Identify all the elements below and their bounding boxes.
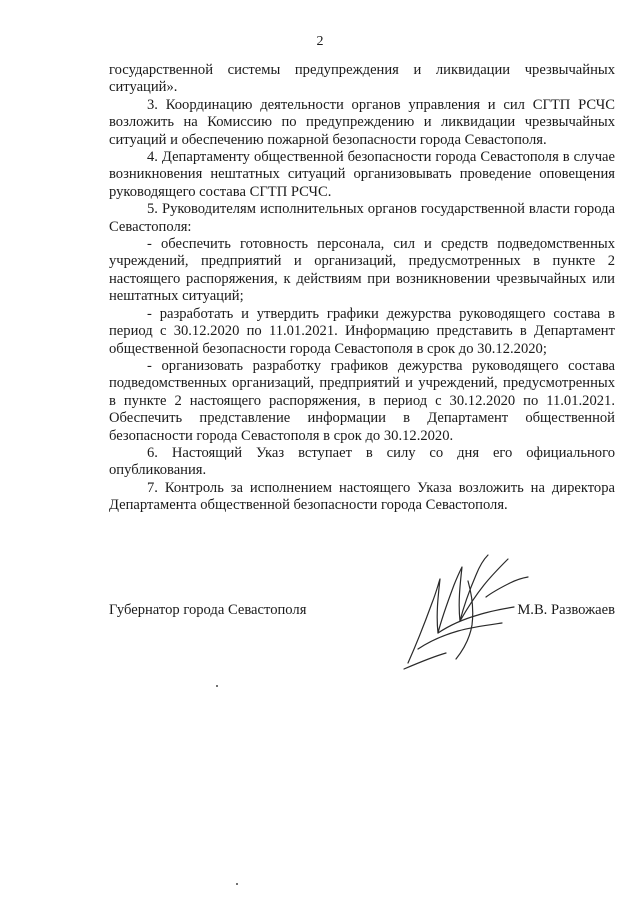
scan-speck (236, 883, 238, 885)
paragraph-continuation: государственной системы предупреждения и ликвидации чрезвычайных ситуаций». (109, 62, 615, 96)
paragraph-item-5-sub-1: - обеспечить готовность персонала, сил и средств подведомственных учреждений, предприятий и организаций, предусмотренных в пункте 2 настоящего распоряжения, к действиям при возникновении чрезвычайных или нештатных ситуаций; (109, 236, 615, 305)
paragraph-item-5-sub-3: - организовать разработку графиков дежурства руководящего состава подведомственных организаций, предприятий и учреждений, предусмотренных в пункте 2 настоящего распоряжения, в период с 30.12.2020 по 11.01.2021. Обеспечить представление информации в Департамент общественной безопасности города Севастополя в срок до 30.12.2020. (109, 357, 615, 444)
page-number: 2 (316, 34, 324, 49)
paragraph-item-7: 7. Контроль за исполнением настоящего Указа возложить на директора Департамента общественной безопасности города Севастополя. (109, 479, 615, 514)
paragraph-item-5: 5. Руководителям исполнительных органов государственной власти города Севастополя: (109, 201, 615, 235)
paragraph-item-4: 4. Департаменту общественной безопасности города Севастополя в случае возникновения нештатных ситуаций организовывать проведение оповещения руководящего состава СГТП РСЧС. (109, 149, 615, 200)
paragraph-item-3: 3. Координацию деятельности органов управления и сил СГТП РСЧС возложить на Комиссию по предупреждению и ликвидации чрезвычайных ситуаций и обеспечению пожарной безопасности города Севастополя. (109, 96, 615, 148)
paragraph-item-5-sub-2: - разработать и утвердить графики дежурства руководящего состава в период с 30.12.2020 по 11.01.2021. Информацию представить в Департамент общественной безопасности города Севастополя в срок до 30.12.2020; (109, 305, 615, 357)
scan-speck (216, 685, 218, 687)
paragraph-item-6: 6. Настоящий Указ вступает в силу со дня его официального опубликования. (109, 444, 615, 479)
document-body (109, 62, 615, 515)
signer-title: Губернатор города Севастополя (109, 602, 307, 618)
signer-name: М.В. Развожаев (517, 602, 615, 618)
